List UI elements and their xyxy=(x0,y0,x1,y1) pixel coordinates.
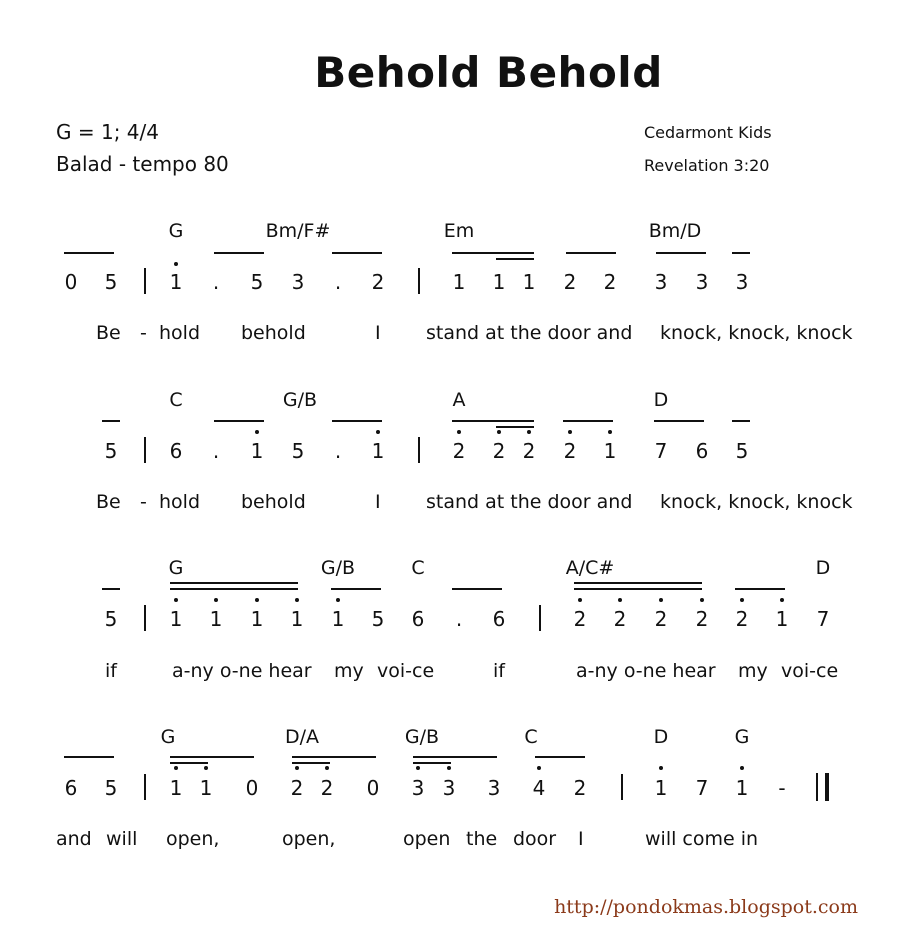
chord: C xyxy=(524,726,538,748)
note: 2 xyxy=(320,776,334,800)
chord: C xyxy=(411,557,425,579)
beam-line xyxy=(292,756,376,758)
beam-line xyxy=(170,762,208,764)
beam-line xyxy=(413,756,497,758)
note: 1 xyxy=(169,607,183,631)
beam-line xyxy=(331,588,381,590)
octave-dot xyxy=(659,766,663,770)
note: 7 xyxy=(816,607,830,631)
chord: D xyxy=(653,726,669,748)
final-barline-thin xyxy=(816,773,818,801)
beam-line xyxy=(574,588,702,590)
beam-line xyxy=(452,588,502,590)
beam-line xyxy=(170,582,298,584)
beam-line xyxy=(452,420,534,422)
chord: G xyxy=(734,726,750,748)
lyric: a-ny o-ne hear xyxy=(172,660,312,682)
octave-dot xyxy=(537,766,541,770)
bar-line xyxy=(144,605,146,631)
bar-line xyxy=(418,437,420,463)
lyric: hold xyxy=(159,322,201,344)
note: 0 xyxy=(366,776,380,800)
beam-line xyxy=(732,420,750,422)
beam-line xyxy=(170,756,254,758)
octave-dot xyxy=(497,430,501,434)
chord: A xyxy=(452,389,466,411)
chord: G/B xyxy=(404,726,440,748)
lyric: the xyxy=(466,828,498,850)
beam-line xyxy=(214,252,264,254)
chord: D xyxy=(653,389,669,411)
lyric: stand at the door and xyxy=(426,491,633,513)
octave-dot xyxy=(174,766,178,770)
note: . xyxy=(334,270,342,294)
note: 2 xyxy=(603,270,617,294)
note: 2 xyxy=(522,439,536,463)
beam-line xyxy=(656,252,706,254)
octave-dot xyxy=(174,598,178,602)
lyric: a-ny o-ne hear xyxy=(576,660,716,682)
note: 2 xyxy=(695,607,709,631)
beam-line xyxy=(214,420,264,422)
note: 5 xyxy=(250,270,264,294)
beam-line xyxy=(735,588,785,590)
note: 6 xyxy=(169,439,183,463)
chord: G/B xyxy=(320,557,356,579)
note: 5 xyxy=(104,439,118,463)
bar-line xyxy=(144,268,146,294)
note: 1 xyxy=(209,607,223,631)
lyric: will xyxy=(106,828,138,850)
chord: A/C# xyxy=(565,557,615,579)
note: 1 xyxy=(250,607,264,631)
chord: C xyxy=(169,389,183,411)
beam-line xyxy=(102,420,120,422)
octave-dot xyxy=(295,766,299,770)
note: 1 xyxy=(290,607,304,631)
octave-dot xyxy=(295,598,299,602)
note: 5 xyxy=(371,607,385,631)
note: . xyxy=(212,270,220,294)
beam-line xyxy=(332,420,382,422)
note: 5 xyxy=(291,439,305,463)
chord: D xyxy=(815,557,831,579)
chord: Bm/D xyxy=(648,220,702,242)
beam-line xyxy=(413,762,451,764)
octave-dot xyxy=(214,598,218,602)
lyric: Be xyxy=(96,491,121,513)
octave-dot xyxy=(618,598,622,602)
note: 5 xyxy=(104,607,118,631)
note: 6 xyxy=(411,607,425,631)
note: 1 xyxy=(169,270,183,294)
note: 2 xyxy=(573,776,587,800)
octave-dot xyxy=(376,430,380,434)
octave-dot xyxy=(568,430,572,434)
note: 2 xyxy=(371,270,385,294)
lyric: - xyxy=(140,491,147,513)
note: 2 xyxy=(452,439,466,463)
octave-dot xyxy=(700,598,704,602)
octave-dot xyxy=(740,766,744,770)
beam-line xyxy=(654,420,704,422)
note: 7 xyxy=(654,439,668,463)
note: 1 xyxy=(169,776,183,800)
note: 6 xyxy=(492,607,506,631)
note: . xyxy=(455,607,463,631)
beam-line xyxy=(332,252,382,254)
lyric: hold xyxy=(159,491,201,513)
note: 2 xyxy=(290,776,304,800)
lyric: voi-ce xyxy=(781,660,839,682)
octave-dot xyxy=(659,598,663,602)
bar-line xyxy=(144,437,146,463)
final-barline-thick xyxy=(825,773,829,801)
note: 2 xyxy=(735,607,749,631)
note: 0 xyxy=(64,270,78,294)
lyric: my xyxy=(738,660,768,682)
lyric: open xyxy=(403,828,451,850)
lyric: open, xyxy=(282,828,336,850)
note: 1 xyxy=(371,439,385,463)
beam-line xyxy=(452,252,534,254)
lyric: and xyxy=(56,828,92,850)
lyric: knock, knock, knock xyxy=(660,322,853,344)
beam-line xyxy=(574,582,702,584)
beam-line xyxy=(732,252,750,254)
octave-dot xyxy=(325,766,329,770)
scripture-reference: Revelation 3:20 xyxy=(644,156,770,175)
chord: G xyxy=(168,557,184,579)
bar-line xyxy=(539,605,541,631)
note: 5 xyxy=(735,439,749,463)
beam-line xyxy=(535,756,585,758)
note: 1 xyxy=(250,439,264,463)
lyric: Be xyxy=(96,322,121,344)
note: 5 xyxy=(104,270,118,294)
octave-dot xyxy=(457,430,461,434)
note: 2 xyxy=(563,270,577,294)
note: 5 xyxy=(104,776,118,800)
octave-dot xyxy=(740,598,744,602)
blog-url-link[interactable]: http://pondokmas.blogspot.com xyxy=(554,896,858,918)
note: 6 xyxy=(695,439,709,463)
key-signature: G = 1; 4/4 xyxy=(56,120,159,144)
note: 7 xyxy=(695,776,709,800)
note: 2 xyxy=(563,439,577,463)
octave-dot xyxy=(255,430,259,434)
lyric: if xyxy=(493,660,505,682)
lyric: door xyxy=(513,828,557,850)
lyric: - xyxy=(140,322,147,344)
lyric: stand at the door and xyxy=(426,322,633,344)
tempo-style: Balad - tempo 80 xyxy=(56,152,229,176)
note: 1 xyxy=(735,776,749,800)
note: 1 xyxy=(492,270,506,294)
note: - xyxy=(778,776,786,800)
note: 3 xyxy=(695,270,709,294)
note: 2 xyxy=(613,607,627,631)
artist-name: Cedarmont Kids xyxy=(644,123,772,142)
beam-line xyxy=(102,588,120,590)
lyric: will come in xyxy=(645,828,759,850)
note: 3 xyxy=(411,776,425,800)
octave-dot xyxy=(204,766,208,770)
note: 1 xyxy=(522,270,536,294)
lyric: I xyxy=(375,491,381,513)
note: 1 xyxy=(331,607,345,631)
lyric: behold xyxy=(241,322,306,344)
song-title: Behold Behold xyxy=(314,48,663,97)
bar-line xyxy=(621,774,623,800)
beam-line xyxy=(64,252,114,254)
note: 1 xyxy=(654,776,668,800)
chord: G xyxy=(168,220,184,242)
beam-line xyxy=(496,426,534,428)
octave-dot xyxy=(527,430,531,434)
chord: D/A xyxy=(284,726,320,748)
lyric: behold xyxy=(241,491,306,513)
note: 4 xyxy=(532,776,546,800)
note: 3 xyxy=(654,270,668,294)
octave-dot xyxy=(608,430,612,434)
octave-dot xyxy=(416,766,420,770)
chord: G/B xyxy=(282,389,318,411)
chord: Bm/F# xyxy=(265,220,331,242)
lyric: I xyxy=(375,322,381,344)
note: 2 xyxy=(492,439,506,463)
bar-line xyxy=(144,774,146,800)
note: 3 xyxy=(487,776,501,800)
bar-line xyxy=(418,268,420,294)
beam-line xyxy=(292,762,330,764)
beam-line xyxy=(64,756,114,758)
chord: Em xyxy=(443,220,475,242)
beam-line xyxy=(563,420,613,422)
lyric: my xyxy=(334,660,364,682)
chord: G xyxy=(160,726,176,748)
note: 3 xyxy=(735,270,749,294)
note: 0 xyxy=(245,776,259,800)
lyric: if xyxy=(105,660,117,682)
note: 2 xyxy=(654,607,668,631)
note: 1 xyxy=(199,776,213,800)
note: . xyxy=(212,439,220,463)
note: 1 xyxy=(775,607,789,631)
octave-dot xyxy=(578,598,582,602)
note: 1 xyxy=(603,439,617,463)
note: 2 xyxy=(573,607,587,631)
octave-dot xyxy=(255,598,259,602)
beam-line xyxy=(170,588,298,590)
lyric: I xyxy=(578,828,584,850)
note: 3 xyxy=(291,270,305,294)
octave-dot xyxy=(447,766,451,770)
lyric: voi-ce xyxy=(377,660,435,682)
lyric: knock, knock, knock xyxy=(660,491,853,513)
octave-dot xyxy=(336,598,340,602)
beam-line xyxy=(496,258,534,260)
note: 3 xyxy=(442,776,456,800)
octave-dot xyxy=(174,262,178,266)
note: 6 xyxy=(64,776,78,800)
note: 1 xyxy=(452,270,466,294)
lyric: open, xyxy=(166,828,220,850)
beam-line xyxy=(566,252,616,254)
note: . xyxy=(334,439,342,463)
octave-dot xyxy=(780,598,784,602)
